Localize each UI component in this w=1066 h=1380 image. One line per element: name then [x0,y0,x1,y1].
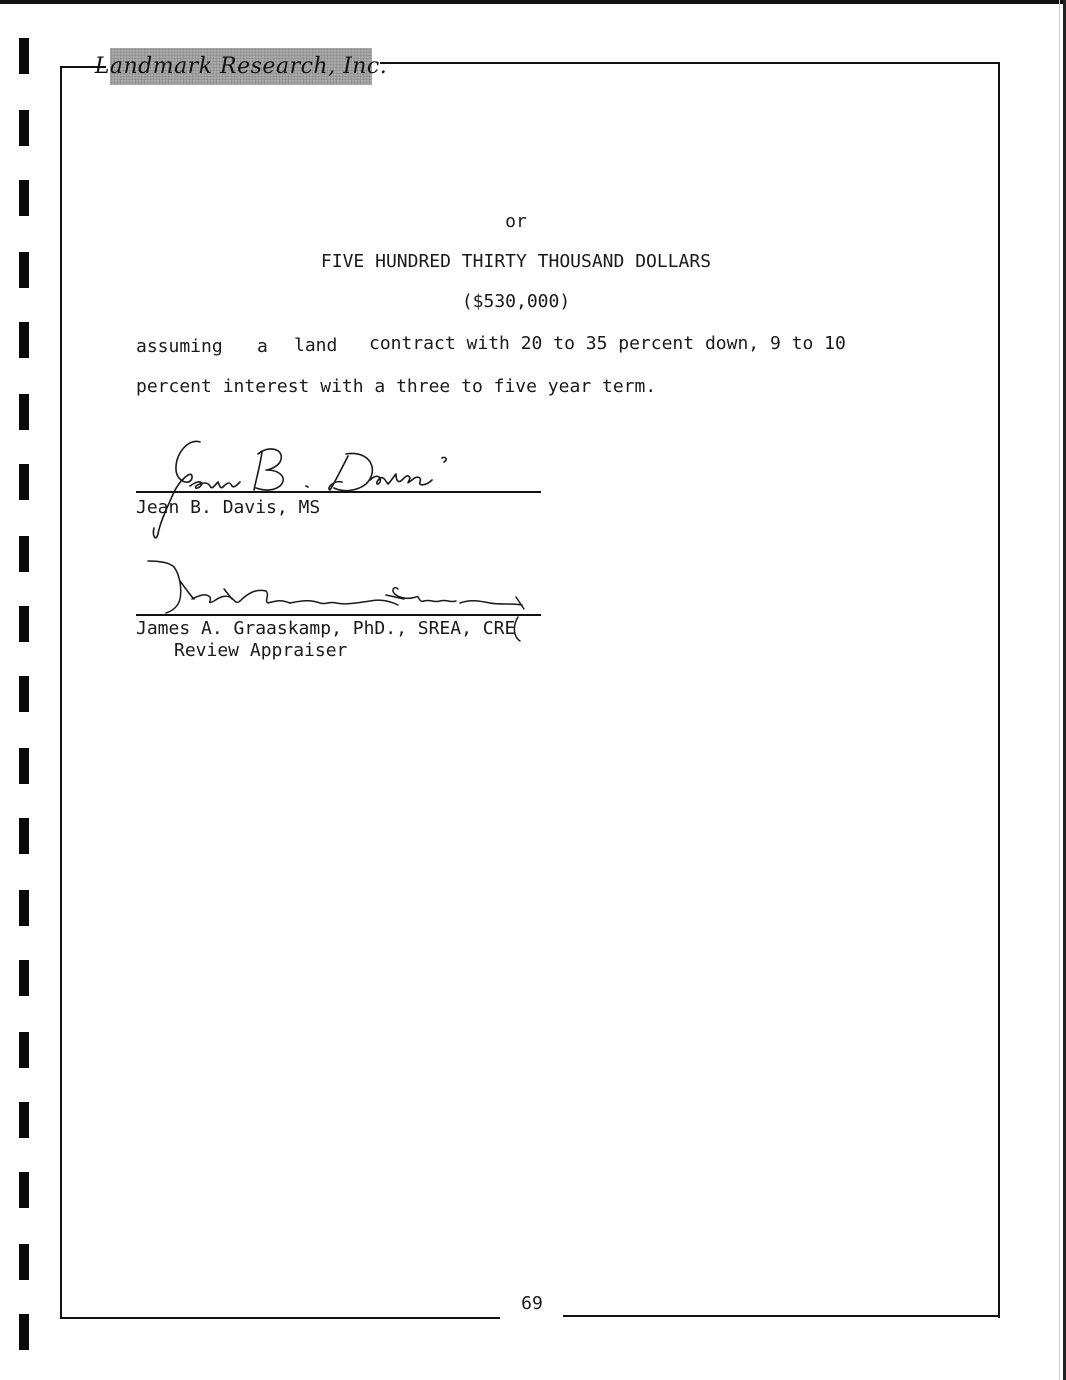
or-line: or [505,211,527,232]
binder-hole [19,394,29,430]
binder-hole [19,110,29,146]
binder-hole [19,1314,29,1350]
signature-jean-davis [130,430,460,550]
terms-word-assuming: assuming [136,336,223,357]
binder-hole [19,606,29,642]
binder-hole [19,322,29,358]
frame-top-border-right [380,62,1000,64]
scan-edge-right-inner [1059,0,1060,1380]
binder-hole [19,252,29,288]
binder-hole [19,960,29,996]
scan-edge-top [0,0,1066,4]
binder-hole [19,38,29,74]
terms-line-2: percent interest with a three to five year term. [136,376,657,397]
binder-hole [19,180,29,216]
terms-word-a: a [257,336,268,357]
signer-2-role: Review Appraiser [174,640,348,661]
amount-in-figures: ($530,000) [461,291,571,312]
signer-1-name: Jean B. Davis, MS [136,497,321,518]
binder-hole [19,1172,29,1208]
binder-holes [19,0,29,1380]
frame-bottom-border-right [563,1315,1000,1317]
binder-hole [19,818,29,854]
signature-line-2 [136,614,541,616]
binder-hole [19,536,29,572]
binder-hole [19,890,29,926]
company-logo-text: Landmark Research, Inc. [94,54,388,79]
frame-right-border [998,62,1000,1318]
binder-hole [19,1032,29,1068]
amount-in-words: FIVE HUNDRED THIRTY THOUSAND DOLLARS [320,251,712,272]
page-number: 69 [521,1293,543,1314]
binder-hole [19,1244,29,1280]
binder-hole [19,1102,29,1138]
signer-2-name: James A. Graaskamp, PhD., SREA, CRE [136,618,516,639]
binder-hole [19,748,29,784]
terms-line-1-rest: contract with 20 to 35 percent down, 9 to 10 [369,333,846,354]
terms-word-land: land [294,335,338,356]
signature-line-1 [136,491,541,493]
company-logo [94,48,388,85]
frame-bottom-border-left [60,1317,500,1319]
frame-left-border [60,66,62,1318]
binder-hole [19,676,29,712]
binder-hole [19,464,29,500]
